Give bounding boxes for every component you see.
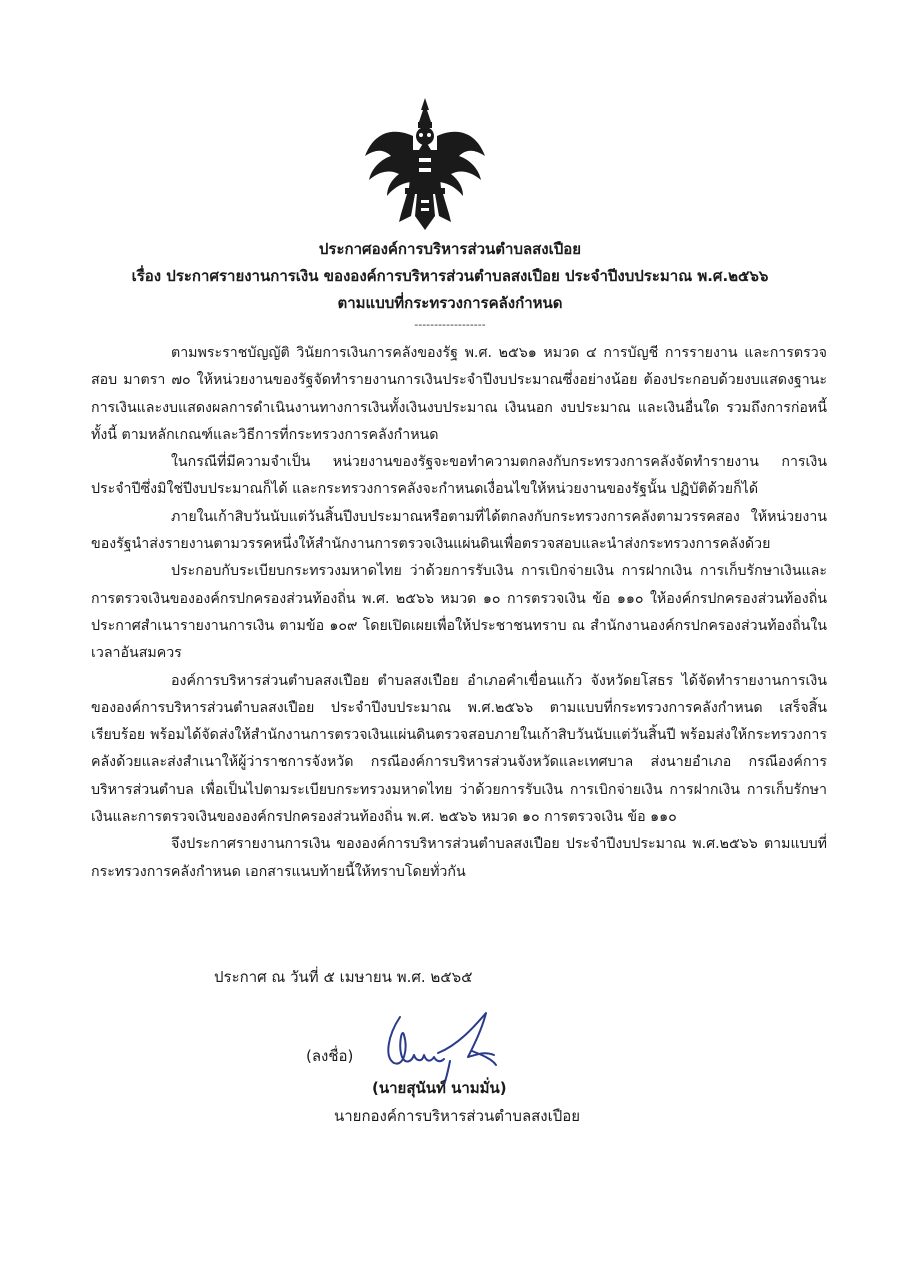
signer-title: นายกองค์การบริหารส่วนตำบลสงเปือย bbox=[334, 1107, 581, 1125]
body-paragraph-5: องค์การบริหารส่วนตำบลสงเปือย ตำบลสงเปือย อำเภอคำเขื่อนแก้ว จังหวัดยโสธร ได้จัดทำรายงานการเงิน ขององค์การบริหารส่วนตำบลสงเปือย ประจำปีงบประมาณ พ.ศ.๒๕๖๖ ตามแบบที่กระทรวงการคลังกำหนด เสร็จสิ้นเรียบร้อย พร้อมได้จัดส่งให้สำนักงานการตรวจเงินแผ่นดินตรวจสอบภายในเก้าสิบวันนับแต่วันสิ้นปี พร้อมส่งให้กระทรวงการคลังด้วยและส่งสำเนาให้ผู้ว่าราชการจังหวัด กรณีองค์การบริหารส่วนจังหวัดและเทศบาล ส่งนายอำเภอ กรณีองค์การบริหารส่วนตำบล เพื่อเป็นไปตามระเบียบกระทรวงมหาดไทย ว่าด้วยการรับเงิน การเบิกจ่ายเงิน การฝากเงิน การเก็บรักษาเงินและการตรวจเงินขององค์กรปกครองส่วนท้องถิ่น พ.ศ. ๒๕๖๖ หมวด ๑๐ การตรวจเงิน ข้อ ๑๑๐ bbox=[91, 672, 827, 826]
body-paragraph-4: ประกอบกับระเบียบกระทรวงมหาดไทย ว่าด้วยการรับเงิน การเบิกจ่ายเงิน การฝากเงิน การเก็บรักษาเงินและการตรวจเงินขององค์กรปกครองส่วนท้องถิ่น พ.ศ. ๒๕๖๖ หมวด ๑๐ การตรวจเงิน ข้อ ๑๑๐ ให้องค์กรปกครองส่วนท้องถิ่นประกาศสำเนารายงานการเงิน ตามข้อ ๑๐๙ โดยเปิดเผยเพื่อให้ประชาชนทราบ ณ สำนักงานองค์กรปกครองส่วนท้องถิ่นในเวลาอันสมควร bbox=[91, 563, 827, 662]
signer-name: (นายสุนันท์ นามมั่น) bbox=[372, 1079, 507, 1097]
handwritten-signature bbox=[378, 1005, 528, 1085]
announcement-body bbox=[91, 340, 827, 886]
body-paragraph-1: ตามพระราชบัญญัติ วินัยการเงินการคลังของรัฐ พ.ศ. ๒๕๖๑ หมวด ๔ การบัญชี การรายงาน และการตรวจสอบ มาตรา ๗๐ ให้หน่วยงานของรัฐจัดทำรายงานการเงินประจำปีงบประมาณซึ่งอย่างน้อย ต้องประกอบด้วยงบแสดงฐานะการเงินและงบแสดงผลการดำเนินงานทางการเงินทั้งเงินงบประมาณ เงินนอก งบประมาณ และเงินอื่นใด รวมถึงการก่อหนี้ ทั้งนี้ ตามหลักเกณฑ์และวิธีการที่กระทรวงการคลังกำหนด bbox=[91, 345, 827, 443]
body-paragraph-6: จึงประกาศรายงานการเงิน ขององค์การบริหารส่วนตำบลสงเปือย ประจำปีงบประมาณ พ.ศ.๒๕๖๖ ตามแบบที่กระทรวงการคลังกำหนด เอกสารแนบท้ายนี้ให้ทราบโดยทั่วกัน bbox=[91, 836, 827, 880]
announcement-heading: ประกาศองค์การบริหารส่วนตำบลสงเปือย bbox=[318, 240, 582, 258]
subject-subline: ตามแบบที่กระทรวงการคลังกำหนด bbox=[337, 294, 563, 312]
signature-label: (ลงชื่อ) bbox=[306, 1047, 354, 1065]
announcement-date: ประกาศ ณ วันที่ ๕ เมษายน พ.ศ. ๒๕๖๕ bbox=[214, 968, 473, 986]
body-paragraph-3: ภายในเก้าสิบวันนับแต่วันสิ้นปีงบประมาณหรือตามที่ได้ตกลงกับกระทรวงการคลังตามวรรคสอง ให้หน่วยงานของรัฐนำส่งรายงานตามวรรคหนึ่งให้สำนักงานการตรวจเงินแผ่นดินเพื่อตรวจสอบและนำส่งกระทรวงการคลังด้วย bbox=[91, 508, 827, 553]
subject-line: เรื่อง ประกาศรายงานการเงิน ขององค์การบริหารส่วนตำบลสงเปือย ประจำปีงบประมาณ พ.ศ.๒๕๖๖ bbox=[131, 267, 769, 285]
garuda-emblem-icon bbox=[361, 96, 489, 236]
header-divider: ------------------ bbox=[414, 318, 486, 331]
body-paragraph-2: ในกรณีที่มีความจำเป็น หน่วยงานของรัฐจะขอทำความตกลงกับกระทรวงการคลังจัดทำรายงาน การเงินประจำปีซึ่งมิใช่ปีงบประมาณก็ได้ และกระทรวงการคลังจะกำหนดเงื่อนไขให้หน่วยงานของรัฐนั้น ปฏิบัติด้วยก็ได้ bbox=[91, 454, 827, 498]
